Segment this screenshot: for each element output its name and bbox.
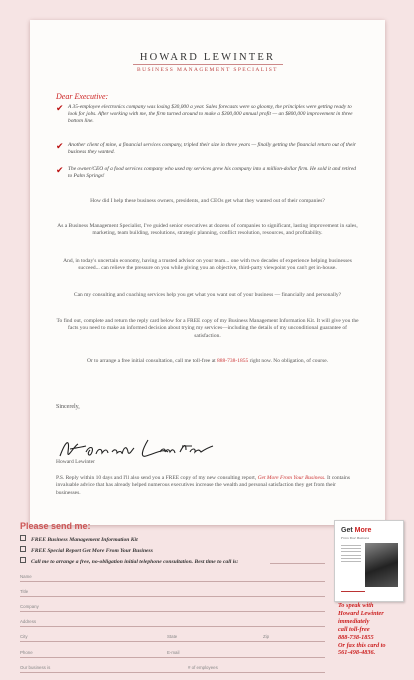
bullet-text: The owner/CEO of a food services company who used my services grew his company into a million-dollar firm. He sold it and retired to Palm Springs! xyxy=(68,166,356,180)
letterhead xyxy=(30,52,385,73)
bullet-2 xyxy=(56,142,359,156)
form-heading: Please send me: xyxy=(20,521,91,531)
call-to-action xyxy=(338,602,410,657)
option-label: FREE Special Report Get More From Your Business xyxy=(31,548,153,554)
option-special-report[interactable] xyxy=(20,546,153,554)
checkmark-icon: ✔ xyxy=(56,141,64,151)
checkbox[interactable] xyxy=(20,557,26,563)
cta-line: Or fax this card to xyxy=(338,641,386,649)
ps-pre: P.S. Reply within 10 days and I'll also send you a FREE copy of my new consulting report, xyxy=(56,475,257,481)
book-title-a: Get xyxy=(341,527,353,534)
p5-post: right now. No obligation, of course. xyxy=(249,358,329,364)
title-label: Title xyxy=(20,589,29,594)
company-label: Company xyxy=(20,604,39,609)
best-time-line[interactable] xyxy=(270,563,325,564)
closing: Sincerely, xyxy=(56,404,80,410)
bullet-3 xyxy=(56,166,359,180)
city-label: City xyxy=(20,634,28,639)
employees-label: # of employees xyxy=(188,665,218,670)
book-text-lines xyxy=(341,545,361,567)
title-input-line[interactable] xyxy=(20,596,325,597)
city-state-zip-line[interactable] xyxy=(20,641,325,642)
cta-line: immediately xyxy=(338,617,370,625)
phone-label: Phone xyxy=(20,650,33,655)
book-cover-photo xyxy=(365,543,398,587)
option-info-kit[interactable] xyxy=(20,535,138,543)
cta-line: To speak with xyxy=(338,602,374,609)
phone-number[interactable]: 888-738-1855 xyxy=(217,358,249,364)
option-label: Call me to arrange a free, no-obligation initial telephone consultation. Best time to call is: xyxy=(31,559,239,565)
cta-line: call toll-free xyxy=(338,625,370,633)
report-book-cover xyxy=(334,520,404,602)
email-label: E-mail xyxy=(167,650,180,655)
company-input-line[interactable] xyxy=(20,611,325,612)
name-label: Name xyxy=(20,574,32,579)
book-title-b: More xyxy=(354,527,372,534)
business-line[interactable] xyxy=(20,672,325,673)
address-label: Address xyxy=(20,619,37,624)
paragraph-5 xyxy=(56,358,359,365)
address-input-line[interactable] xyxy=(20,626,325,627)
name-input-line[interactable] xyxy=(20,581,325,582)
question-paragraph: How did I help these business owners, presidents, and CEOs get what they wanted out of their companies? xyxy=(90,198,325,204)
bullet-text: Another client of mine, a financial services company, tripled their size in three years — finally getting the financial return out of their business they wanted. xyxy=(68,142,356,156)
bullet-text: A 35-employee electronics company was losing $30,000 a year. Sales forecasts were so gloomy, the principles were getting ready to look for jobs. After working with me, the firm turned around to make a $300,000 annual profit — an $800,000 improvement in three bottom line. xyxy=(68,104,353,125)
book-footer-rule xyxy=(341,591,365,592)
ps-report-title: Get More From Your Business. xyxy=(257,475,326,481)
letterhead-subtitle: BUSINESS MANAGEMENT SPECIALIST xyxy=(137,67,278,73)
checkmark-icon: ✔ xyxy=(56,165,64,175)
checkbox[interactable] xyxy=(20,546,26,552)
zip-label: Zip xyxy=(263,634,270,639)
paragraph-3: Can my consulting and coaching services help you get what you want out of your business — financially and personally? xyxy=(73,292,342,298)
paragraph-1: As a Business Management Specialist, I've guided senior executives at dozens of companies to significant, lasting improvement in sales, marketing, team building, resolutions, strategic planning, conflict resolution, resources, and profitability. xyxy=(57,223,358,237)
p5-pre: Or to arrange a free initial consultation, call me toll-free at xyxy=(86,358,216,364)
option-label: FREE Business Management Information Kit xyxy=(31,537,138,543)
salutation: Dear Executive: xyxy=(56,92,109,101)
letter-sheet xyxy=(30,20,385,525)
bullet-1 xyxy=(56,104,359,126)
cta-line: Howard Lewinter xyxy=(338,609,384,617)
paragraph-4: To find out, complete and return the reply card below for a FREE copy of my Business Management Information Kit. It will give you the facts you need to make an informed decision about trying my services—including the details of my unconditional guarantee of satisfaction. xyxy=(56,318,359,339)
cta-fax[interactable]: 561-498-4836. xyxy=(338,649,376,657)
postscript xyxy=(56,475,359,497)
checkbox[interactable] xyxy=(20,535,26,541)
phone-email-line[interactable] xyxy=(20,657,325,658)
ps-post: It contains invaluable advice that has already helped numerous executives increase the wealth and personal satisfaction they get from their businesses. xyxy=(56,475,351,496)
cta-phone[interactable]: 888-738-1855 xyxy=(338,633,374,641)
state-label: State xyxy=(167,634,178,639)
book-subtitle: From Your Business xyxy=(341,536,370,540)
business-label: Our business is xyxy=(20,665,51,670)
checkmark-icon: ✔ xyxy=(56,103,64,113)
letterhead-name: HOWARD LEWINTER xyxy=(139,52,276,63)
option-consultation[interactable] xyxy=(20,557,238,565)
book-title xyxy=(341,527,371,534)
signer-name: Howard Lewinter xyxy=(56,459,95,465)
letterhead-rule xyxy=(133,64,283,65)
paragraph-2: And, in today's uncertain economy, having a trusted advisor on your team... one with two decades of experience helping businesses succeed... can relieve the pressure on you while giving you an objective, third-party viewpoint you can't get in-house. xyxy=(63,258,352,272)
